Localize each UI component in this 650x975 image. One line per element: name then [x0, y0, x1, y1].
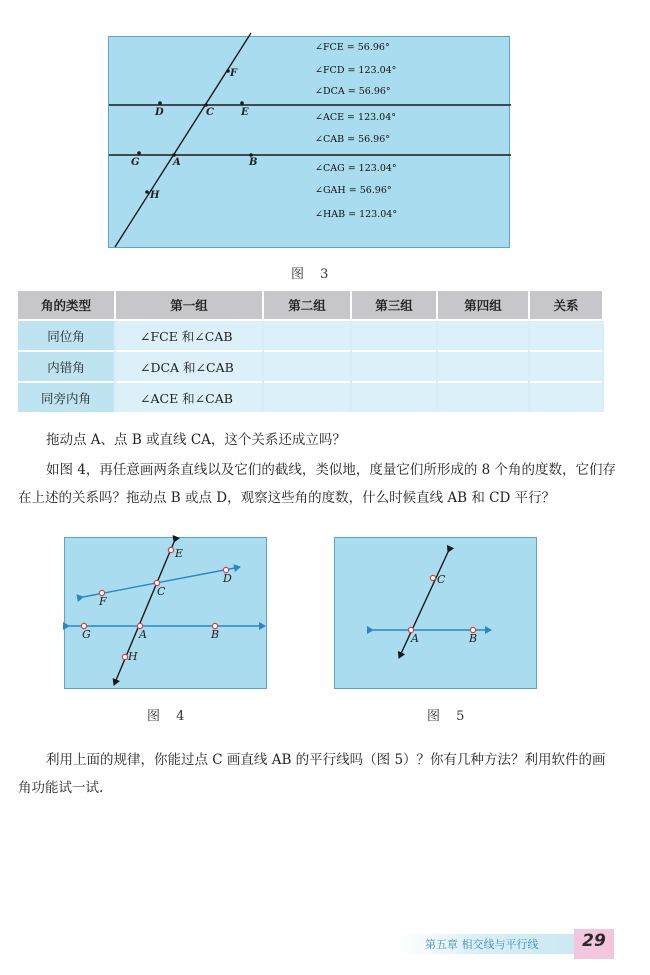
row-group-2[interactable] [263, 320, 351, 351]
point-c[interactable] [430, 575, 435, 580]
label-e: E [241, 107, 249, 118]
figure-4-diagram [65, 538, 268, 690]
figure-3-caption: 图 3 [291, 267, 335, 282]
measurement-fcd: ∠FCD = 123.04° [315, 65, 397, 76]
measurement-dca: ∠DCA = 56.96° [315, 86, 391, 97]
transversal-line [115, 33, 251, 247]
page-number: 29 [582, 931, 606, 951]
header-angle-type: 角的类型 [18, 291, 115, 320]
figure-4 [64, 537, 267, 689]
figure-5 [334, 537, 537, 689]
row-type: 同旁内角 [18, 382, 115, 412]
point-h[interactable] [122, 654, 127, 659]
figure-5-caption: 图 5 [427, 709, 471, 724]
row-relation[interactable] [529, 351, 603, 382]
label-e: E [175, 547, 184, 560]
row-group-1: ∠ACE 和∠CAB [115, 382, 263, 412]
chapter-title: 第五章 相交线与平行线 [425, 938, 539, 951]
measurement-hab: ∠HAB = 123.04° [315, 209, 398, 220]
point-e[interactable] [240, 101, 244, 105]
header-group-4: 第四组 [437, 291, 529, 320]
header-group-2: 第二组 [263, 291, 351, 320]
label-c: C [157, 585, 166, 598]
point-g[interactable] [137, 151, 141, 155]
paragraph-2: 如图 4，再任意画两条直线以及它们的截线，类似地，度量它们所形成的 8 个角的度数，它们存在上述的关系吗？拖动点 B 或点 D，观察这些角的度数，什么时候直线 AB 和 CD 平行？ [18, 462, 617, 506]
measurement-ace: ∠ACE = 123.04° [315, 112, 397, 123]
transversal-eh [114, 542, 174, 685]
table-row [18, 320, 603, 351]
row-group-4[interactable] [437, 320, 529, 351]
point-e[interactable] [168, 547, 173, 552]
label-h: H [150, 190, 160, 201]
angle-table [18, 291, 604, 412]
label-h: H [128, 650, 138, 663]
row-relation[interactable] [529, 382, 603, 412]
row-relation[interactable] [529, 320, 603, 351]
row-group-3[interactable] [351, 320, 437, 351]
paragraph-1: 拖动点 A、点 B 或直线 CA，这个关系还成立吗？ [46, 432, 346, 448]
row-group-2[interactable] [263, 382, 351, 412]
row-type: 同位角 [18, 320, 115, 351]
header-relation: 关系 [529, 291, 603, 320]
figure-5-diagram [335, 538, 538, 690]
header-group-3: 第三组 [351, 291, 437, 320]
measurement-cag: ∠CAG = 123.04° [315, 163, 397, 174]
row-group-2[interactable] [263, 351, 351, 382]
label-a: A [139, 628, 147, 641]
measurement-gah: ∠GAH = 56.96° [315, 185, 392, 196]
header-group-1: 第一组 [115, 291, 263, 320]
label-c: C [206, 107, 214, 118]
label-d: D [155, 107, 164, 118]
figure-4-caption: 图 4 [147, 709, 191, 724]
table-row [18, 382, 603, 412]
label-b: B [211, 628, 220, 641]
measurement-cab: ∠CAB = 56.96° [315, 134, 391, 145]
row-group-1: ∠FCE 和∠CAB [115, 320, 263, 351]
row-group-4[interactable] [437, 351, 529, 382]
label-g: G [82, 628, 91, 641]
label-d: D [223, 572, 232, 585]
label-f: F [230, 68, 238, 79]
row-group-3[interactable] [351, 351, 437, 382]
measurement-fce: ∠FCE = 56.96° [315, 42, 390, 53]
label-b: B [249, 157, 258, 168]
row-group-4[interactable] [437, 382, 529, 412]
point-h[interactable] [145, 190, 149, 194]
label-c: C [437, 573, 446, 586]
table-header-row [18, 291, 603, 320]
label-b: B [469, 632, 478, 645]
label-a: A [411, 632, 419, 645]
figure-3-diagram [109, 37, 511, 249]
paragraph-3: 利用上面的规律，你能过点 C 画直线 AB 的平行线吗（图 5）？你有几种方法？利用软件的画角功能试一试. [18, 752, 606, 796]
row-type: 内错角 [18, 351, 115, 382]
label-a: A [173, 157, 181, 168]
figure-3 [108, 36, 510, 248]
row-group-3[interactable] [351, 382, 437, 412]
label-g: G [131, 157, 140, 168]
table-row [18, 351, 603, 382]
point-d[interactable] [158, 101, 162, 105]
label-f: F [99, 595, 107, 608]
line-ca [399, 552, 448, 658]
row-group-1: ∠DCA 和∠CAB [115, 351, 263, 382]
